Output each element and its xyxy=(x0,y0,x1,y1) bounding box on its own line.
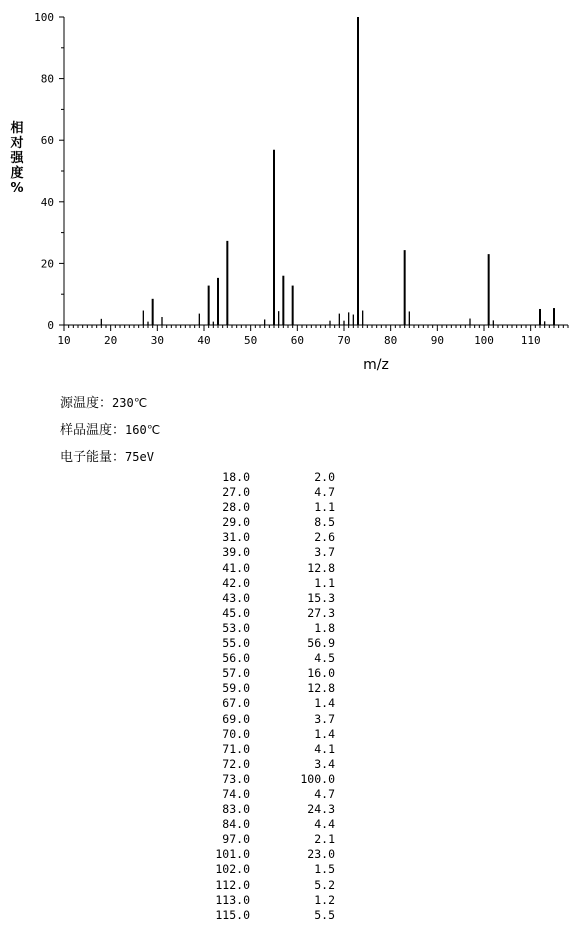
peak-table-row xyxy=(200,591,335,606)
peak-mz: 84.0 xyxy=(222,817,250,832)
peak-mz: 29.0 xyxy=(222,515,250,530)
y-tick-label: 100 xyxy=(34,11,54,24)
peak-table-row xyxy=(200,878,335,893)
peak-mz: 115.0 xyxy=(215,907,250,922)
x-tick-label: 50 xyxy=(244,334,258,347)
peak-mz: 74.0 xyxy=(222,786,250,801)
peak-abundance: 3.7 xyxy=(314,545,335,560)
peak-abundance: 4.5 xyxy=(314,651,335,666)
y-axis-title-char: 对 xyxy=(10,136,24,151)
peak-abundance: 1.1 xyxy=(314,575,335,590)
peak-table xyxy=(200,470,335,923)
peak-table-row xyxy=(200,666,335,681)
peak-mz: 18.0 xyxy=(222,470,250,484)
peak-mz: 53.0 xyxy=(222,620,250,635)
peak-table-row xyxy=(200,545,335,560)
peak-mz: 70.0 xyxy=(222,726,250,741)
peak-mz: 112.0 xyxy=(215,877,250,892)
peak-mz: 71.0 xyxy=(222,741,250,756)
y-axis-title xyxy=(9,120,24,196)
mass-spectrum-chart xyxy=(0,0,570,380)
peak-abundance: 4.7 xyxy=(314,485,335,500)
peak-mz: 83.0 xyxy=(222,802,250,817)
peak-table-row xyxy=(200,576,335,591)
peak-mz: 113.0 xyxy=(215,892,250,907)
condition-line xyxy=(60,392,147,411)
peak-mz: 67.0 xyxy=(222,696,250,711)
peak-abundance: 4.4 xyxy=(314,817,335,832)
x-tick-label: 100 xyxy=(474,334,494,347)
x-tick-label: 10 xyxy=(57,334,71,347)
peak-table-row xyxy=(200,696,335,711)
peak-mz: 27.0 xyxy=(222,485,250,500)
peak-table-row xyxy=(200,727,335,742)
condition-line xyxy=(60,419,160,438)
peak-abundance: 2.0 xyxy=(314,470,335,484)
peak-table-row xyxy=(200,787,335,802)
x-tick-label: 110 xyxy=(520,334,541,347)
peak-abundance: 12.8 xyxy=(307,681,335,696)
peak-abundance: 1.8 xyxy=(314,620,335,635)
peak-mz: 72.0 xyxy=(222,756,250,771)
y-tick-label: 80 xyxy=(40,72,54,86)
peak-abundance: 4.1 xyxy=(314,741,335,756)
peak-abundance: 16.0 xyxy=(307,666,335,681)
peak-abundance: 1.1 xyxy=(314,500,335,515)
peak-mz: 101.0 xyxy=(215,847,250,862)
y-tick-label: 60 xyxy=(40,134,54,148)
condition-label: 样品温度： xyxy=(60,423,126,438)
peak-table-row xyxy=(200,681,335,696)
y-axis-title-char: % xyxy=(10,181,24,196)
peak-mz: 45.0 xyxy=(222,605,250,620)
peak-table-row xyxy=(200,832,335,847)
peak-mz: 69.0 xyxy=(222,711,250,726)
peak-table-row xyxy=(200,802,335,817)
peak-table-row xyxy=(200,606,335,621)
peak-table-row xyxy=(200,757,335,772)
peak-abundance: 12.8 xyxy=(307,560,335,575)
peak-abundance: 24.3 xyxy=(307,802,335,817)
peak-mz: 41.0 xyxy=(222,560,250,575)
peak-abundance: 8.5 xyxy=(314,515,335,530)
x-tick-label: 70 xyxy=(337,334,351,347)
peak-mz: 102.0 xyxy=(215,862,250,877)
peak-mz: 56.0 xyxy=(222,651,250,666)
x-tick-label: 80 xyxy=(384,334,398,347)
chart-axes xyxy=(64,17,568,325)
condition-label: 源温度： xyxy=(60,396,113,411)
peak-mz: 28.0 xyxy=(222,500,250,515)
peak-abundance: 3.7 xyxy=(314,711,335,726)
peak-abundance: 3.4 xyxy=(314,756,335,771)
peak-table-row xyxy=(200,530,335,545)
peak-mz: 42.0 xyxy=(222,575,250,590)
condition-value: 160℃ xyxy=(125,423,161,437)
peak-abundance: 5.2 xyxy=(314,877,335,892)
y-axis-title-char: 度 xyxy=(10,166,24,181)
peak-abundance: 5.5 xyxy=(314,907,335,922)
x-axis-title: m/z xyxy=(363,357,389,373)
peak-table-row xyxy=(200,817,335,832)
peak-mz: 73.0 xyxy=(222,771,250,786)
condition-value: 75eV xyxy=(125,450,154,464)
peak-mz: 55.0 xyxy=(222,636,250,651)
condition-value: 230℃ xyxy=(112,396,148,410)
peak-table-row xyxy=(200,908,335,923)
peak-table-row xyxy=(200,893,335,908)
peak-abundance: 100.0 xyxy=(300,771,335,786)
peak-abundance: 56.9 xyxy=(307,636,335,651)
condition-line xyxy=(60,446,154,465)
peak-abundance: 1.4 xyxy=(314,726,335,741)
peak-abundance: 2.6 xyxy=(314,530,335,545)
peak-abundance: 27.3 xyxy=(307,605,335,620)
peak-table-row xyxy=(200,515,335,530)
peak-table-row xyxy=(200,862,335,877)
peak-table-row xyxy=(200,485,335,500)
y-axis-title-char: 强 xyxy=(10,151,24,166)
y-tick-label: 40 xyxy=(40,195,54,209)
peak-table-row xyxy=(200,712,335,727)
peak-mz: 57.0 xyxy=(222,666,250,681)
x-tick-label: 60 xyxy=(290,334,304,347)
chart-bars xyxy=(101,17,554,325)
condition-label: 电子能量： xyxy=(60,450,126,465)
peak-mz: 31.0 xyxy=(222,530,250,545)
peak-mz: 43.0 xyxy=(222,590,250,605)
x-tick-label: 40 xyxy=(197,334,211,347)
y-tick-label: 0 xyxy=(47,319,54,332)
peak-table-row xyxy=(200,651,335,666)
peak-table-row xyxy=(200,621,335,636)
peak-table-row xyxy=(200,847,335,862)
x-tick-label: 20 xyxy=(104,334,118,347)
peak-table-row xyxy=(200,561,335,576)
peak-abundance: 15.3 xyxy=(307,590,335,605)
peak-mz: 59.0 xyxy=(222,681,250,696)
peak-table-row xyxy=(200,470,335,485)
peak-mz: 97.0 xyxy=(222,832,250,847)
x-tick-label: 30 xyxy=(150,334,164,347)
peak-table-row xyxy=(200,636,335,651)
peak-table-row xyxy=(200,742,335,757)
peak-abundance: 23.0 xyxy=(307,847,335,862)
peak-abundance: 1.4 xyxy=(314,696,335,711)
peak-mz: 39.0 xyxy=(222,545,250,560)
peak-abundance: 2.1 xyxy=(314,832,335,847)
peak-abundance: 1.2 xyxy=(314,892,335,907)
peak-table-row xyxy=(200,500,335,515)
y-axis-title-char: 相 xyxy=(10,121,24,136)
peak-abundance: 1.5 xyxy=(314,862,335,877)
peak-table-row xyxy=(200,772,335,787)
x-tick-label: 90 xyxy=(430,334,444,347)
y-tick-label: 20 xyxy=(40,257,54,271)
peak-abundance: 4.7 xyxy=(314,786,335,801)
